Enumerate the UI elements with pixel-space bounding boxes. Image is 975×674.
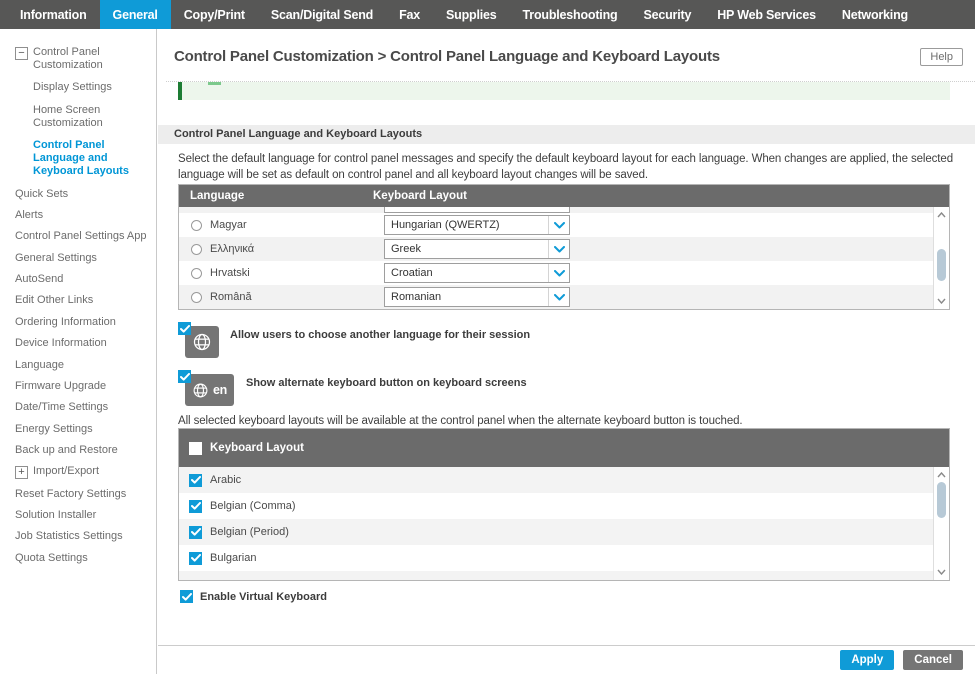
status-banner-accent	[208, 82, 221, 85]
language-label: Magyar	[210, 219, 247, 231]
apply-button[interactable]: Apply	[840, 650, 894, 670]
sidebar-item-label: Import/Export	[33, 465, 100, 478]
sidebar-item-quick-sets[interactable]: Quick Sets	[15, 187, 69, 200]
select-value: Hungarian (QWERTZ)	[391, 219, 500, 231]
chevron-down-icon	[548, 288, 569, 306]
enable-virtual-keyboard-label: Enable Virtual Keyboard	[200, 590, 327, 603]
keyboard-layout-select-clipped[interactable]	[384, 207, 570, 213]
select-all-checkbox[interactable]	[189, 442, 202, 455]
sidebar-item-quota-settings[interactable]: Quota Settings	[15, 551, 88, 564]
keyboard-note: All selected keyboard layouts will be available at the control panel when the alternate keyboard button is touched.	[178, 415, 743, 427]
cancel-button[interactable]: Cancel	[903, 650, 963, 670]
top-nav	[0, 0, 975, 29]
help-button[interactable]: Help	[920, 48, 963, 66]
keyboard-table-scrollbar[interactable]	[933, 467, 949, 580]
option-label: Show alternate keyboard button on keyboard screens	[246, 377, 527, 389]
page-header	[174, 48, 963, 66]
option-label: Allow users to choose another language for their session	[230, 329, 531, 341]
column-header-language: Language	[190, 190, 245, 202]
expand-icon[interactable]: +	[15, 466, 28, 479]
sidebar-item-job-statistics-settings[interactable]: Job Statistics Settings	[15, 530, 123, 543]
keyboard-layout-select-croatian[interactable]	[384, 263, 570, 283]
sidebar-item-back-up-and-restore[interactable]: Back up and Restore	[15, 444, 118, 456]
option-alternate-keyboard	[178, 370, 527, 406]
tab-supplies[interactable]: Supplies	[446, 7, 497, 22]
keyboard-table-header	[179, 429, 949, 467]
sidebar-item-import-export[interactable]	[0, 465, 156, 479]
layout-label: Belgian (Comma)	[210, 500, 296, 512]
language-radio-greek[interactable]	[191, 244, 202, 255]
sidebar-item-language[interactable]: Language	[15, 358, 64, 371]
layout-checkbox-bulgarian[interactable]	[189, 552, 202, 565]
table-row-croatian	[179, 261, 933, 285]
tab-hp-web-services[interactable]: HP Web Services	[717, 7, 816, 22]
language-table-body	[179, 207, 949, 309]
tab-copy-print[interactable]: Copy/Print	[183, 7, 245, 22]
sidebar-item-ordering-information[interactable]: Ordering Information	[15, 315, 116, 328]
sidebar-item-control-panel-settings-app[interactable]: Control Panel Settings App	[15, 230, 147, 243]
table-row-romanian	[179, 285, 933, 309]
table-row-belgian-comma	[179, 493, 933, 519]
sidebar-item-home-screen-customization[interactable]: Home Screen Customization	[33, 103, 103, 129]
scroll-up-icon[interactable]	[934, 209, 949, 221]
table-row-greek	[179, 237, 933, 261]
sidebar-item-device-information[interactable]: Device Information	[15, 337, 107, 350]
language-table-header	[179, 185, 949, 207]
select-value: Greek	[391, 243, 421, 255]
keyboard-layout-select-greek[interactable]	[384, 239, 570, 259]
breadcrumb: Control Panel Customization > Control Panel Language and Keyboard Layouts	[174, 48, 720, 65]
language-radio-magyar[interactable]	[191, 220, 202, 231]
table-row-bulgarian	[179, 545, 933, 571]
language-label: Ελληνικά	[210, 243, 255, 255]
scroll-down-icon[interactable]	[934, 566, 949, 578]
sidebar-item-general-settings[interactable]: General Settings	[15, 251, 97, 264]
globe-en-icon[interactable]	[185, 374, 234, 406]
chevron-down-icon	[548, 240, 569, 258]
section-title: Control Panel Language and Keyboard Layouts	[158, 125, 975, 144]
language-label: Română	[210, 291, 252, 303]
sidebar-item-firmware-upgrade[interactable]: Firmware Upgrade	[15, 379, 107, 392]
collapse-icon[interactable]: −	[15, 47, 28, 60]
sidebar-item-control-panel-language-keyboard-layouts[interactable]: Control Panel Language and Keyboard Layouts	[33, 138, 129, 178]
footer-bar	[158, 645, 975, 674]
tab-general[interactable]: General	[100, 0, 171, 29]
column-header-keyboard-layout: Keyboard Layout	[210, 442, 304, 454]
enable-virtual-keyboard-checkbox[interactable]	[180, 590, 193, 603]
alternate-keyboard-checkbox[interactable]	[178, 370, 191, 383]
sidebar-item-label: Control Panel Customization	[33, 46, 103, 72]
column-header-keyboard-layout: Keyboard Layout	[373, 190, 467, 202]
layout-label: Bulgarian	[210, 552, 257, 564]
tab-troubleshooting[interactable]: Troubleshooting	[522, 7, 618, 22]
chevron-down-icon	[548, 216, 569, 234]
sidebar-item-autosend[interactable]: AutoSend	[15, 273, 64, 285]
layout-checkbox-belgian-comma[interactable]	[189, 500, 202, 513]
sidebar-item-control-panel-customization[interactable]	[0, 46, 156, 72]
sidebar-item-alerts[interactable]: Alerts	[15, 208, 44, 221]
table-row-belgian-period	[179, 519, 933, 545]
language-radio-romanian[interactable]	[191, 292, 202, 303]
tab-security[interactable]: Security	[643, 7, 692, 22]
status-banner	[178, 82, 950, 100]
sidebar-item-solution-installer[interactable]: Solution Installer	[15, 508, 97, 521]
sidebar-item-energy-settings[interactable]: Energy Settings	[15, 422, 93, 435]
keyboard-table-body	[179, 467, 949, 580]
language-table	[178, 184, 950, 310]
section-description: Select the default language for control panel messages and specify the default keyboard layout for each language. When changes are applied, the selected language will be set as default on control panel and all keyboard layout changes will be saved.	[178, 153, 953, 182]
layout-label: Arabic	[210, 474, 242, 486]
select-value: Romanian	[391, 291, 442, 303]
table-row-magyar	[179, 213, 933, 237]
scroll-up-icon[interactable]	[934, 469, 949, 481]
sidebar	[0, 29, 157, 674]
layout-label: Belgian (Period)	[210, 526, 289, 538]
allow-language-checkbox[interactable]	[178, 322, 191, 335]
main-content	[158, 29, 975, 674]
keyboard-layout-table	[178, 428, 950, 581]
table-row-arabic	[179, 467, 933, 493]
scrollbar-thumb[interactable]	[937, 249, 946, 281]
keyboard-layout-select-magyar[interactable]	[384, 215, 570, 235]
tab-information[interactable]: Information	[20, 7, 87, 22]
tab-fax[interactable]: Fax	[399, 7, 421, 22]
sidebar-item-edit-other-links[interactable]: Edit Other Links	[15, 294, 94, 307]
tab-networking[interactable]: Networking	[841, 7, 908, 22]
option-allow-language-choice	[178, 322, 531, 358]
sidebar-item-date-time-settings[interactable]: Date/Time Settings	[15, 401, 109, 414]
globe-en-label: en	[213, 383, 227, 397]
tab-scan-digital-send[interactable]: Scan/Digital Send	[270, 7, 374, 22]
scrollbar-thumb[interactable]	[937, 482, 946, 518]
language-radio-croatian[interactable]	[191, 268, 202, 279]
enable-virtual-keyboard-row	[180, 590, 327, 603]
layout-checkbox-belgian-period[interactable]	[189, 526, 202, 539]
sidebar-item-display-settings[interactable]: Display Settings	[33, 81, 112, 94]
keyboard-layout-select-romanian[interactable]	[384, 287, 570, 307]
language-table-scrollbar[interactable]	[933, 207, 949, 309]
select-value: Croatian	[391, 267, 433, 279]
table-row-partial	[179, 571, 933, 580]
layout-checkbox-arabic[interactable]	[189, 474, 202, 487]
chevron-down-icon	[548, 264, 569, 282]
language-label: Hrvatski	[210, 267, 250, 279]
sidebar-item-reset-factory-settings[interactable]: Reset Factory Settings	[15, 487, 127, 500]
scroll-down-icon[interactable]	[934, 295, 949, 307]
